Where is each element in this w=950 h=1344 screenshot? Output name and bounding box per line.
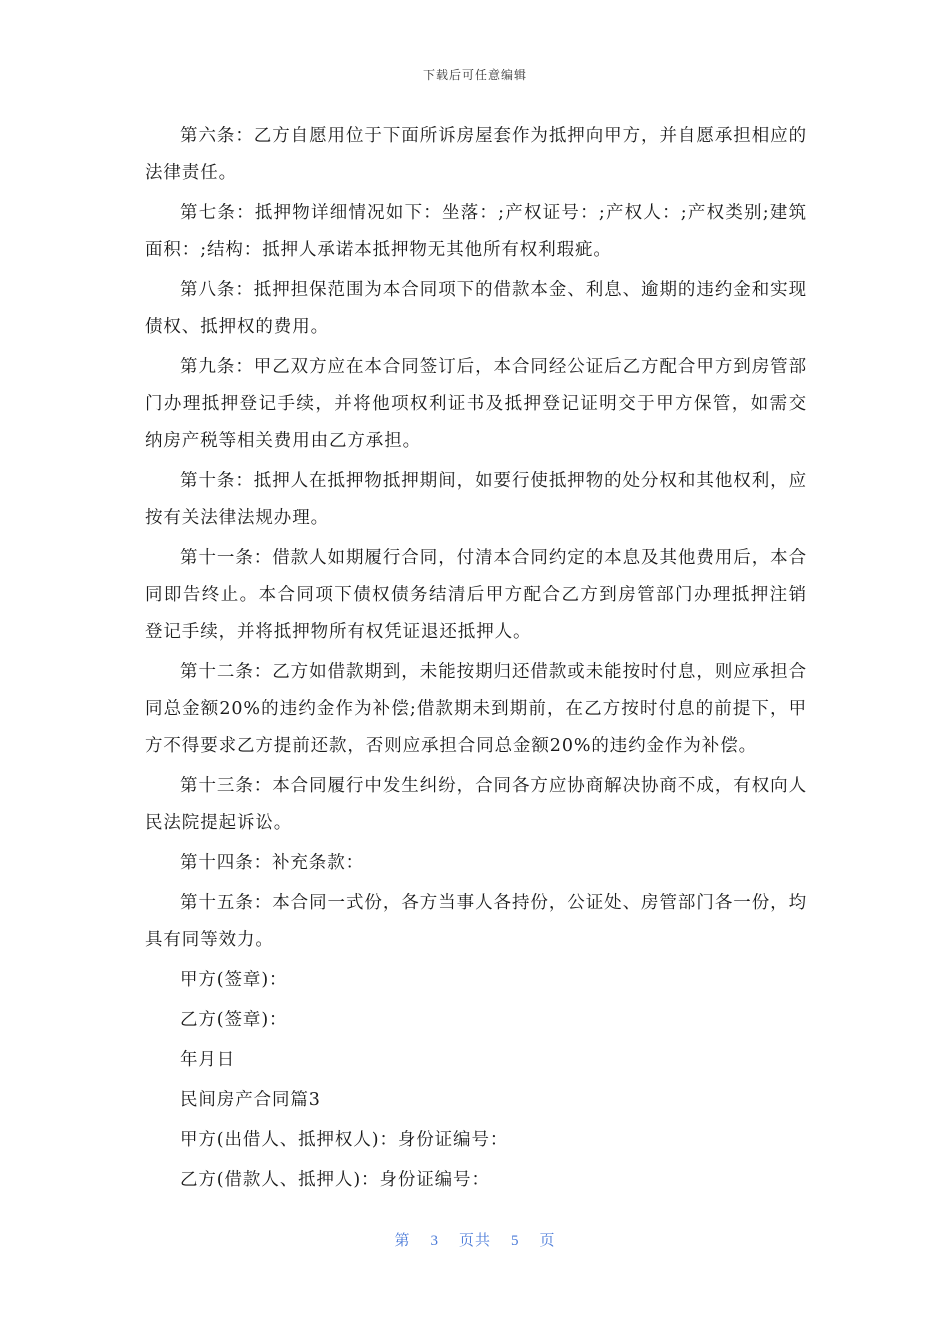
- party-b-line: 乙方(借款人、抵押人)：身份证编号：: [180, 1170, 490, 1190]
- paragraph: 第九条：甲乙双方应在本合同签订后，本合同经公证后乙方配合甲方到房管部门办理抵押登记手续，并将他项权利证书及抵押登记证明交于甲方保管，如需交纳房产税等相关费用由乙方承担。: [145, 357, 807, 451]
- section-title: 民间房产合同篇3: [180, 1090, 321, 1110]
- paragraph: 第六条：乙方自愿用位于下面所诉房屋套作为抵押向甲方，并自愿承担相应的法律责任。: [145, 126, 807, 183]
- signature-line-party-b: 乙方(签章)：: [180, 1010, 288, 1030]
- party-a-line: 甲方(出借人、抵押权人)：身份证编号：: [180, 1130, 509, 1150]
- paragraph: 第十条：抵押人在抵押物抵押期间，如要行使抵押物的处分权和其他权利，应按有关法律法规办理。: [145, 471, 807, 528]
- paragraph: 第七条：抵押物详细情况如下：坐落：;产权证号：;产权人：;产权类别;建筑面积：;结构：抵押人承诺本抵押物无其他所有权利瑕疵。: [145, 203, 807, 260]
- paragraph: 第十三条：本合同履行中发生纠纷，合同各方应协商解决协商不成，有权向人民法院提起诉讼。: [145, 776, 807, 833]
- paragraph: 第八条：抵押担保范围为本合同项下的借款本金、利息、逾期的违约金和实现债权、抵押权的费用。: [145, 280, 807, 337]
- page-suffix: 页: [539, 1233, 556, 1249]
- total-label: 页共: [458, 1233, 491, 1249]
- page-header: 下载后可任意编辑: [422, 68, 527, 82]
- page-label: 第: [394, 1233, 411, 1249]
- document-body: [145, 118, 807, 1202]
- signature-line-party-a: 甲方(签章)：: [180, 970, 288, 990]
- current-page-number: 3: [430, 1233, 439, 1249]
- page-footer: [0, 1229, 950, 1250]
- total-pages-number: 5: [511, 1233, 520, 1249]
- paragraph: 第十四条：补充条款：: [180, 853, 364, 873]
- paragraph: 第十一条：借款人如期履行合同，付清本合同约定的本息及其他费用后，本合同即告终止。本合同项下债权债务结清后甲方配合乙方到房管部门办理抵押注销登记手续，并将抵押物所有权凭证退还抵押人。: [145, 548, 807, 642]
- date-line: 年月日: [180, 1050, 236, 1070]
- paragraph: 第十五条：本合同一式份，各方当事人各持份，公证处、房管部门各一份，均具有同等效力。: [145, 893, 807, 950]
- paragraph: 第十二条：乙方如借款期到，未能按期归还借款或未能按时付息，则应承担合同总金额20%的违约金作为补偿;借款期未到期前，在乙方按时付息的前提下，甲方不得要求乙方提前还款，否则应承担合同总金额20%的违约金作为补偿。: [145, 662, 807, 756]
